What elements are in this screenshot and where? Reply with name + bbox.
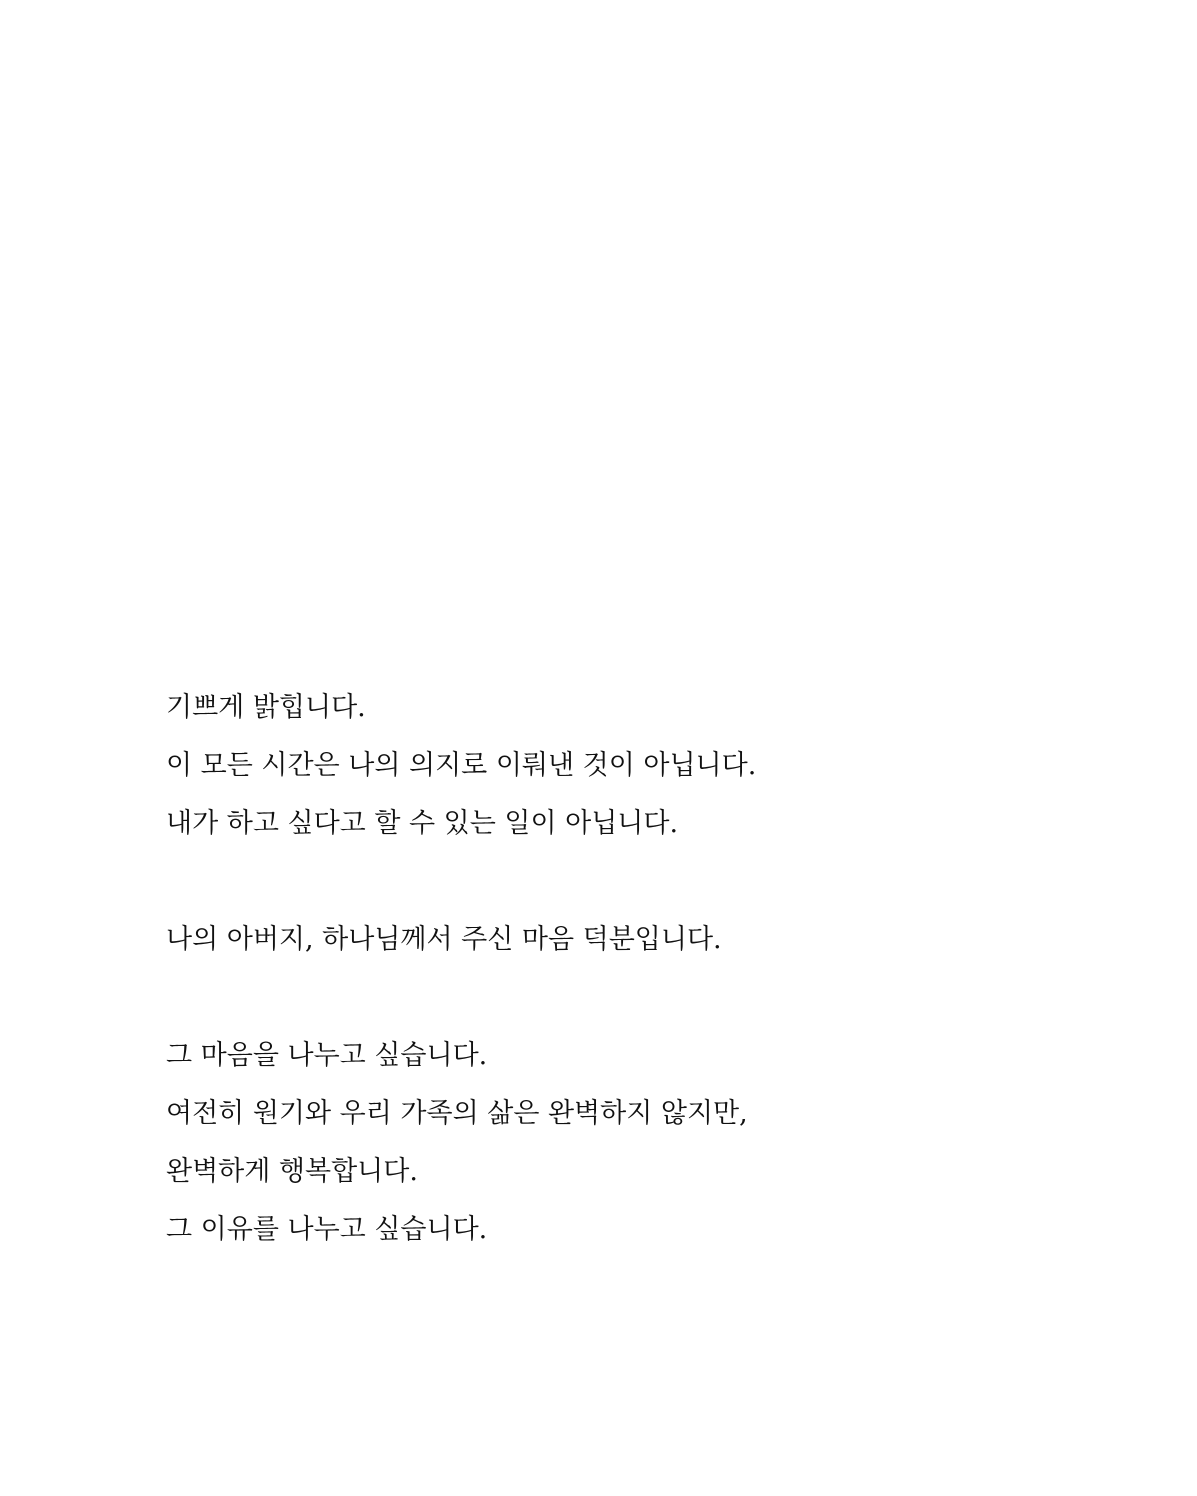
paragraph-spacer (166, 969, 1066, 1027)
text-line: 그 이유를 나누고 싶습니다. (166, 1214, 488, 1245)
text-line: 이 모든 시간은 나의 의지로 이뤄낸 것이 아닙니다. (166, 750, 757, 781)
text-line: 완벽하게 행복합니다. (166, 1156, 418, 1187)
text-line: 그 마음을 나누고 싶습니다. (166, 1040, 488, 1071)
paragraph-spacer (166, 853, 1066, 911)
body-text (166, 679, 1066, 1259)
text-line: 여전히 원기와 우리 가족의 삶은 완벽하지 않지만, (166, 1098, 748, 1129)
text-line: 나의 아버지, 하나님께서 주신 마음 덕분입니다. (166, 924, 722, 955)
text-line: 내가 하고 싶다고 할 수 있는 일이 아닙니다. (166, 808, 679, 839)
text-line: 기쁘게 밝힙니다. (166, 692, 366, 723)
